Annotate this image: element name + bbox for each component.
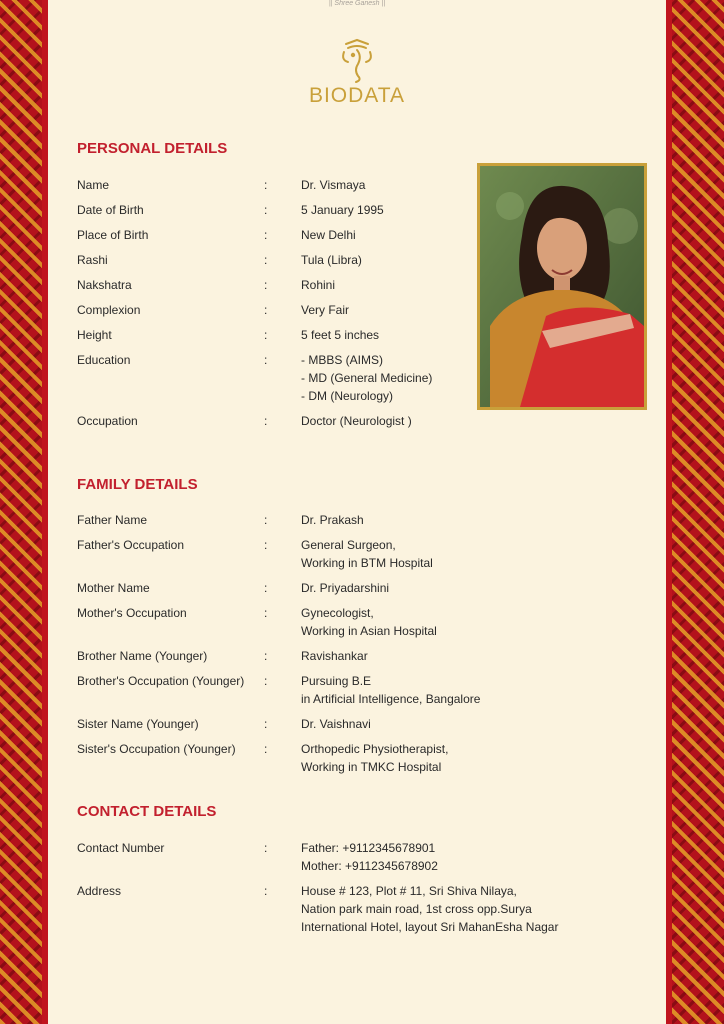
ganesha-icon	[338, 38, 376, 84]
detail-value-line: 5 feet 5 inches	[301, 328, 380, 342]
portrait-image	[480, 166, 644, 407]
detail-value-line: New Delhi	[301, 228, 356, 242]
detail-value	[301, 740, 448, 776]
detail-value-line: House # 123, Plot # 11, Sri Shiva Nilaya,	[301, 884, 517, 898]
personal-details-heading: PERSONAL DETAILS	[77, 140, 228, 157]
detail-label: Mother's Occupation	[77, 606, 187, 620]
detail-label: Occupation	[77, 414, 138, 428]
detail-value-line: Tula (Libra)	[301, 253, 362, 267]
detail-separator: :	[264, 203, 268, 217]
detail-value	[301, 882, 558, 936]
detail-value	[301, 511, 364, 529]
detail-label: Date of Birth	[77, 203, 144, 217]
detail-value	[301, 276, 335, 294]
detail-value	[301, 226, 356, 244]
detail-value-line: Father: +9112345678901	[301, 841, 436, 855]
detail-value	[301, 326, 379, 344]
biodata-sheet	[48, 0, 666, 1024]
detail-separator: :	[264, 228, 268, 242]
detail-label: Brother's Occupation (Younger)	[77, 674, 245, 688]
detail-label: Father's Occupation	[77, 538, 185, 552]
detail-value	[301, 201, 384, 219]
detail-label: Sister Name (Younger)	[77, 717, 199, 731]
detail-separator: :	[264, 328, 268, 342]
detail-value	[301, 672, 480, 708]
detail-label: Address	[77, 884, 122, 898]
detail-value-line: Orthopedic Physiotherapist,	[301, 742, 449, 756]
detail-value-line: International Hotel, layout Sri MahanEsha Nagar	[301, 920, 559, 934]
detail-separator: :	[264, 717, 268, 731]
detail-separator: :	[264, 414, 268, 428]
profile-photo	[477, 163, 647, 410]
detail-value-line: - DM (Neurology)	[301, 389, 394, 403]
detail-value	[301, 715, 371, 733]
detail-label: Education	[77, 353, 131, 367]
detail-value-line: Ravishankar	[301, 649, 368, 663]
detail-separator: :	[264, 649, 268, 663]
detail-label: Sister's Occupation (Younger)	[77, 742, 236, 756]
detail-separator: :	[264, 178, 268, 192]
detail-separator: :	[264, 353, 268, 367]
detail-separator: :	[264, 606, 268, 620]
detail-separator: :	[264, 538, 268, 552]
detail-value-line: Working in BTM Hospital	[301, 556, 433, 570]
detail-value-line: 5 January 1995	[301, 203, 384, 217]
detail-value-line: Working in TMKC Hospital	[301, 760, 442, 774]
detail-value-line: Doctor (Neurologist )	[301, 414, 412, 428]
detail-value-line: Pursuing B.E	[301, 674, 372, 688]
detail-separator: :	[264, 581, 268, 595]
detail-separator: :	[264, 742, 268, 756]
detail-value-line: - MD (General Medicine)	[301, 371, 433, 385]
detail-value-line: Rohini	[301, 278, 336, 292]
detail-label: Brother Name (Younger)	[77, 649, 208, 663]
left-decorative-border	[0, 0, 48, 1024]
detail-value-line: Dr. Prakash	[301, 513, 364, 527]
detail-value	[301, 604, 437, 640]
detail-label: Place of Birth	[77, 228, 149, 242]
detail-value-line: - MBBS (AIMS)	[301, 353, 384, 367]
detail-label: Height	[77, 328, 112, 342]
right-decorative-border	[666, 0, 724, 1024]
detail-label: Mother Name	[77, 581, 150, 595]
detail-separator: :	[264, 513, 268, 527]
detail-value-line: Nation park main road, 1st cross opp.Surya	[301, 902, 532, 916]
detail-value	[301, 251, 362, 269]
detail-value-line: Gynecologist,	[301, 606, 374, 620]
detail-value	[301, 647, 368, 665]
detail-value-line: Working in Asian Hospital	[301, 624, 437, 638]
page-title: BIODATA	[308, 84, 406, 107]
detail-label: Complexion	[77, 303, 141, 317]
detail-value-line: Very Fair	[301, 303, 350, 317]
detail-value-line: in Artificial Intelligence, Bangalore	[301, 692, 481, 706]
detail-value-line: Dr. Vaishnavi	[301, 717, 371, 731]
detail-label: Contact Number	[77, 841, 165, 855]
family-details-heading: FAMILY DETAILS	[77, 476, 198, 493]
detail-separator: :	[264, 841, 268, 855]
contact-details-heading: CONTACT DETAILS	[77, 803, 217, 820]
detail-separator: :	[264, 884, 268, 898]
detail-value	[301, 536, 433, 572]
detail-value	[301, 351, 432, 405]
detail-label: Name	[77, 178, 110, 192]
detail-value	[301, 301, 349, 319]
detail-label: Rashi	[77, 253, 108, 267]
detail-value	[301, 412, 412, 430]
detail-value-line: Dr. Priyadarshini	[301, 581, 390, 595]
detail-value	[301, 839, 438, 875]
detail-value	[301, 579, 389, 597]
detail-separator: :	[264, 674, 268, 688]
detail-separator: :	[264, 253, 268, 267]
detail-value-line: Dr. Vismaya	[301, 178, 366, 192]
detail-separator: :	[264, 303, 268, 317]
detail-value	[301, 176, 365, 194]
invocation-text: || Shree Ganesh ||	[328, 0, 386, 7]
detail-label: Nakshatra	[77, 278, 132, 292]
detail-label: Father Name	[77, 513, 148, 527]
detail-value-line: General Surgeon,	[301, 538, 396, 552]
detail-value-line: Mother: +9112345678902	[301, 859, 438, 873]
detail-separator: :	[264, 278, 268, 292]
